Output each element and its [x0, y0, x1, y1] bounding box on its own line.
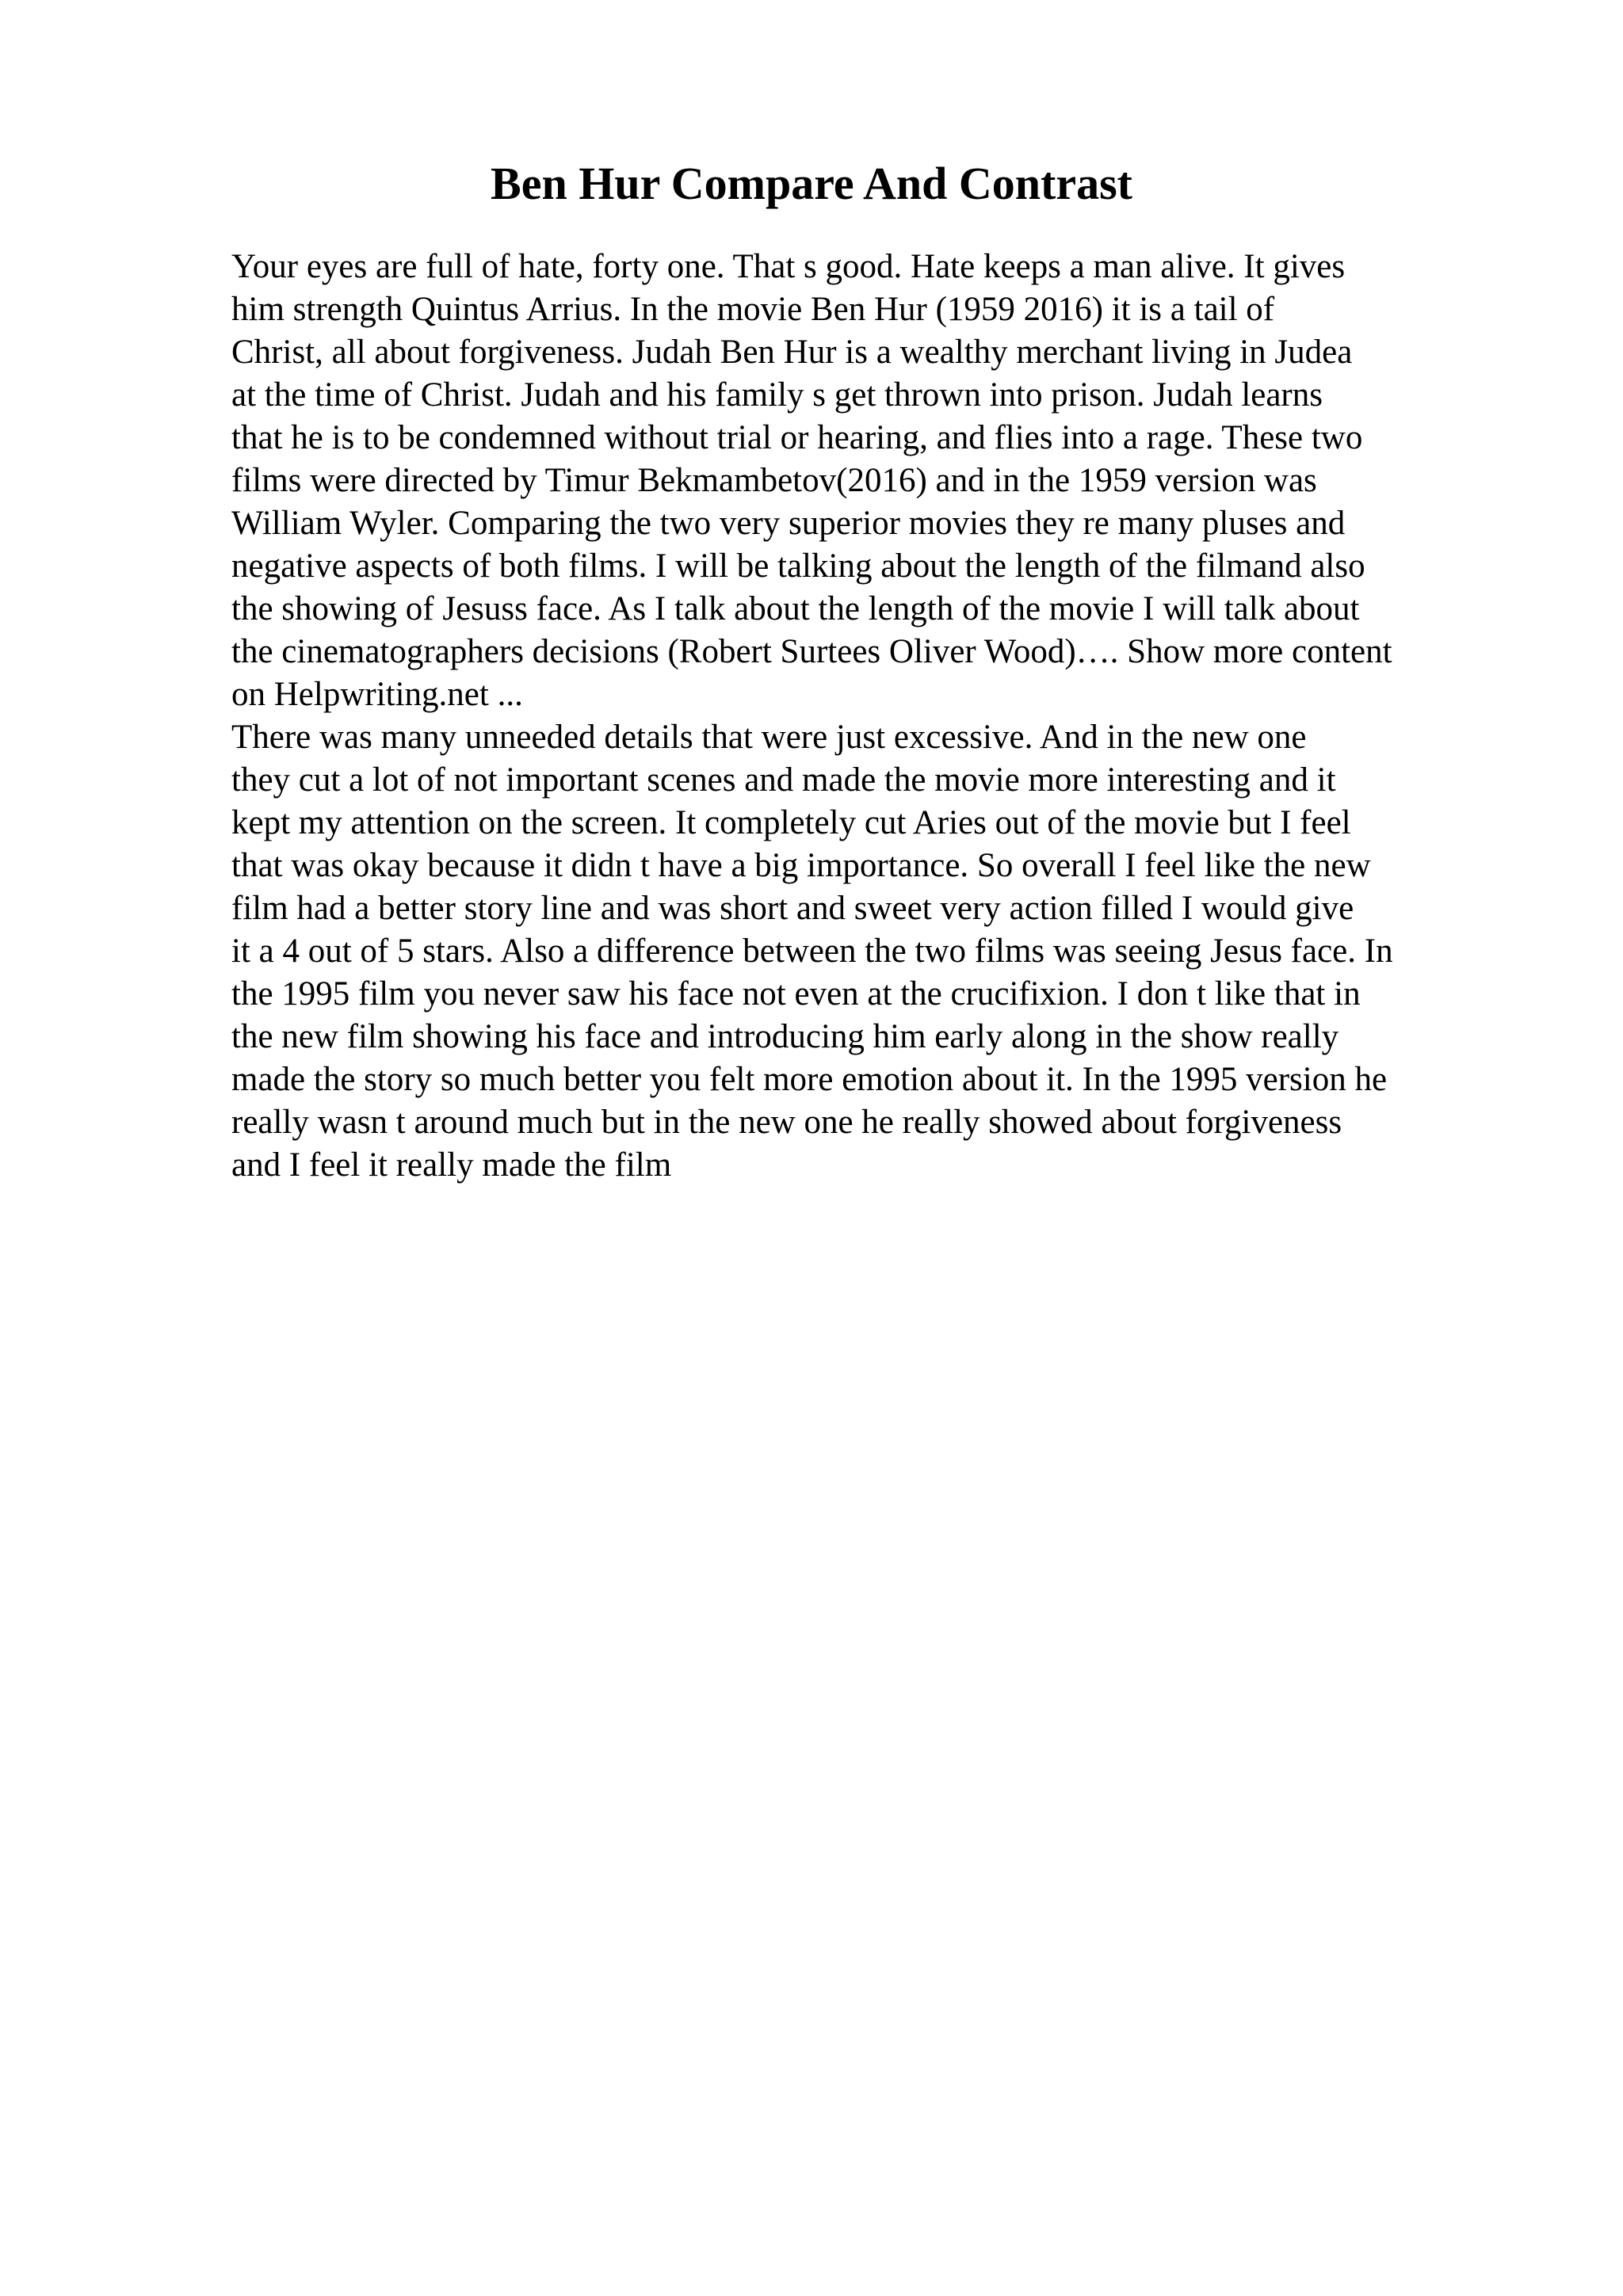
text-line: There was many unneeded details that were just excessive. And in the new one — [231, 719, 1307, 756]
document-title: Ben Hur Compare And Contrast — [491, 158, 1132, 209]
text-line: really wasn t around much but in the new one he really showed about forgiveness — [231, 1104, 1342, 1141]
text-line: at the time of Christ. Judah and his family s get thrown into prison. Judah learns — [231, 376, 1323, 414]
text-line: William Wyler. Comparing the two very superior movies they re many pluses and — [231, 505, 1346, 542]
text-line: and I feel it really made the film — [231, 1146, 672, 1184]
text-line: him strength Quintus Arrius. In the movie Ben Hur (1959 2016) it is a tail of — [231, 291, 1275, 328]
text-line: the 1995 film you never saw his face not even at the crucifixion. I don t like that in — [231, 975, 1361, 1013]
text-line: Christ, all about forgiveness. Judah Ben Hur is a wealthy merchant living in Judea — [231, 334, 1353, 371]
text-line: the cinematographers decisions (Robert Surtees Oliver Wood)…. Show more content — [231, 633, 1392, 670]
text-line: the new film showing his face and introducing him early along in the show really — [231, 1018, 1339, 1055]
text-line: they cut a lot of not important scenes and made the movie more interesting and it — [231, 761, 1336, 799]
text-line: made the story so much better you felt more emotion about it. In the 1995 version he — [231, 1061, 1388, 1098]
text-line: the showing of Jesuss face. As I talk about the length of the movie I will talk about — [231, 590, 1360, 627]
text-line: films were directed by Timur Bekmambetov(2016) and in the 1959 version was — [231, 462, 1317, 499]
text-line: Your eyes are full of hate, forty one. That s good. Hate keeps a man alive. It gives — [231, 248, 1346, 285]
text-line: that he is to be condemned without trial or hearing, and flies into a rage. These two — [231, 419, 1363, 456]
text-line: on Helpwriting.net ... — [231, 676, 523, 713]
text-line: kept my attention on the screen. It completely cut Aries out of the movie but I feel — [231, 804, 1351, 841]
text-line: it a 4 out of 5 stars. Also a difference between the two films was seeing Jesus face. In — [231, 933, 1393, 970]
document-body — [231, 246, 1499, 1187]
text-line: film had a better story line and was short and sweet very action filled I would give — [231, 890, 1354, 927]
text-line: that was okay because it didn t have a big importance. So overall I feel like the new — [231, 847, 1371, 884]
text-line: negative aspects of both films. I will be talking about the length of the filmand also — [231, 547, 1365, 585]
